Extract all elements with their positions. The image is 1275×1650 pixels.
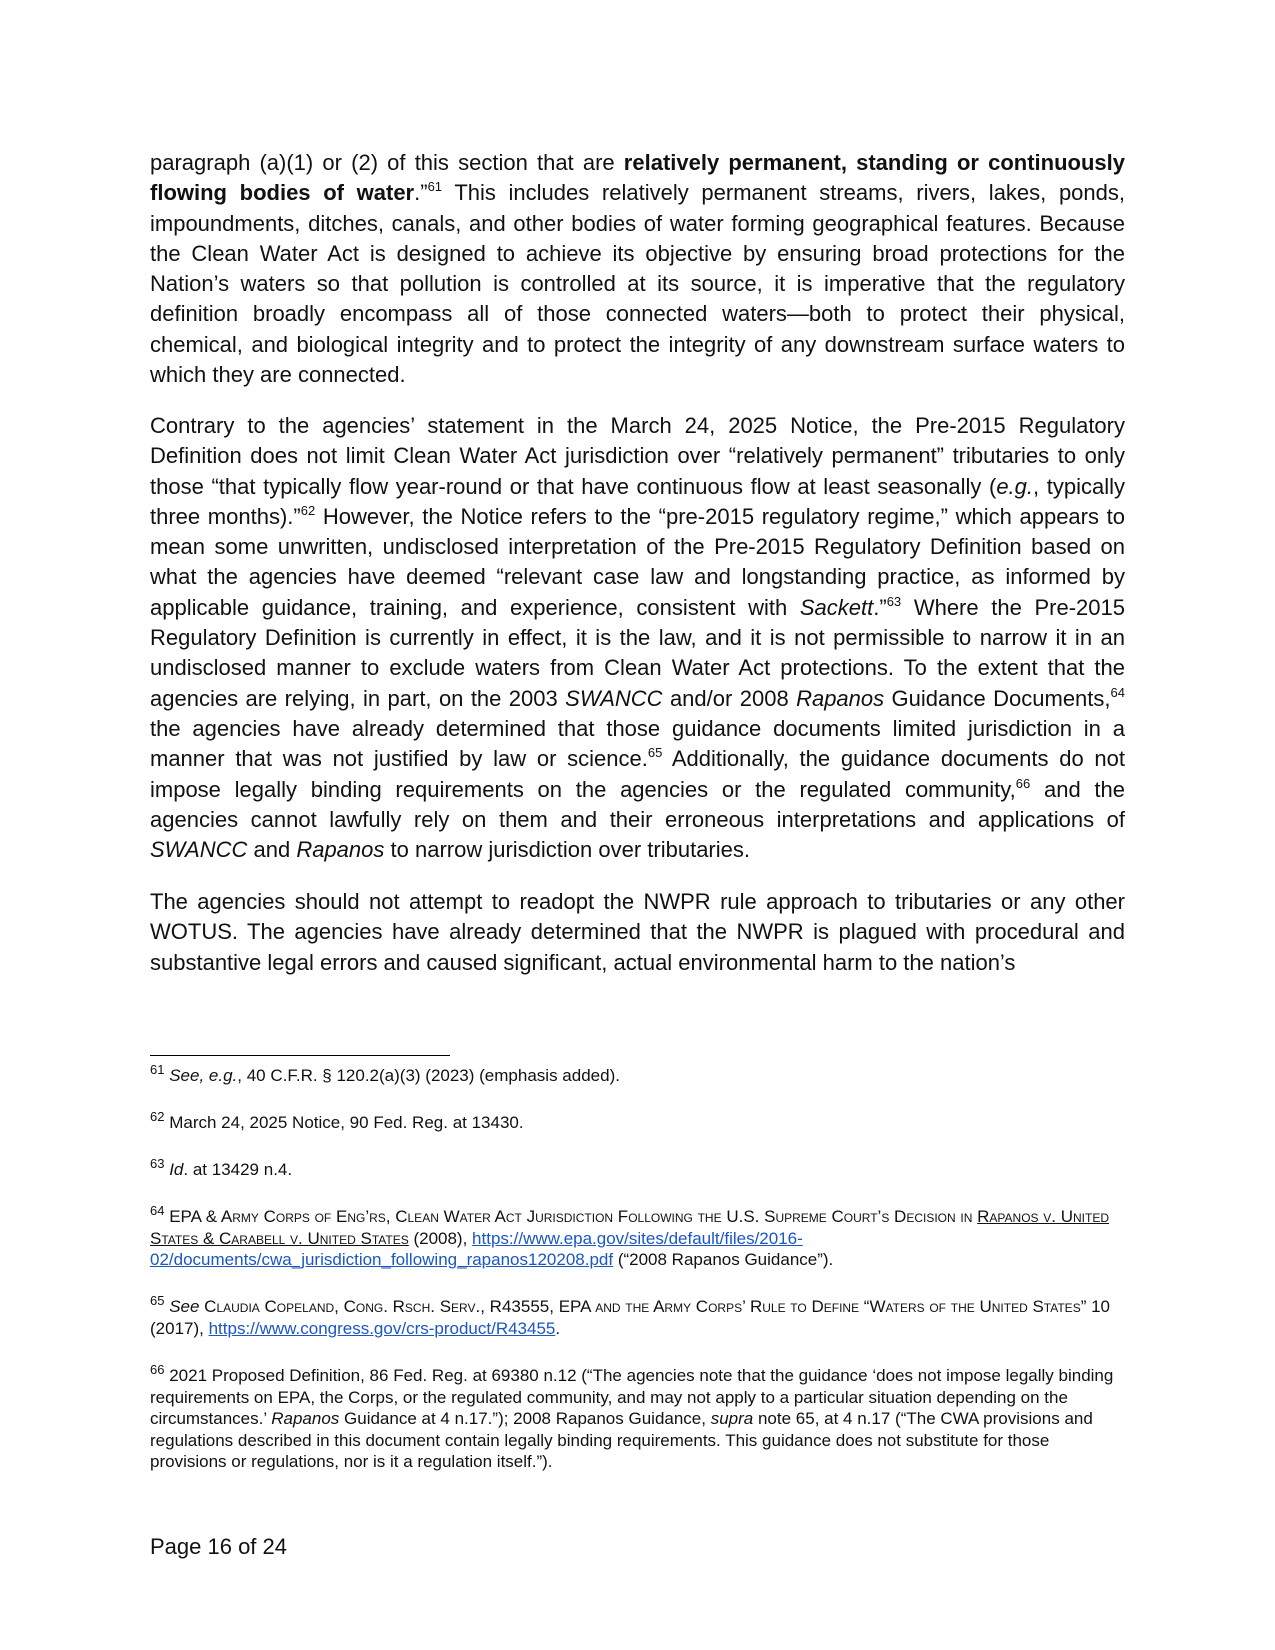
signal-text: See, e.g. <box>169 1066 238 1085</box>
footnote-number: 65 <box>150 1293 165 1308</box>
footnote-text: . at 13429 n.4. <box>183 1160 293 1179</box>
text-run: paragraph (a)(1) or (2) of this section that are <box>150 150 624 175</box>
citation-title: Clean Water Act Jurisdiction Following the U.S. Supreme Court’s Decision in <box>395 1207 978 1226</box>
footnote-65 <box>150 1293 1130 1339</box>
footnote-ref-64[interactable]: 64 <box>1110 684 1125 700</box>
crs-report-link[interactable]: https://www.congress.gov/crs-product/R43455 <box>208 1318 556 1338</box>
signal-text: See <box>169 1297 200 1316</box>
citation-case-name: Rapanos v. United States & Carabell v. United States <box>150 1207 1109 1248</box>
case-name: Rapanos <box>796 685 885 711</box>
footnote-66 <box>150 1362 1130 1473</box>
text-run: Where the Pre-2015 Regulatory Definition is currently in effect, it is the law, and it is not permissible to narrow it in an undisclosed manner to exclude waters from Clean Water Act protections. To the extent that the agencies are relying, in part, on the 2003 <box>150 594 1125 711</box>
footnote-ref-63[interactable]: 63 <box>886 593 902 609</box>
text-run: to narrow jurisdiction over tributaries. <box>384 837 750 863</box>
text-run: .” <box>873 594 887 620</box>
case-name: Rapanos <box>296 837 385 863</box>
footnote-text: , <box>385 1207 396 1226</box>
footnote-text: (2008), <box>408 1228 473 1248</box>
footnote-64 <box>150 1203 1130 1271</box>
footnote-number: 63 <box>150 1156 165 1171</box>
text-run: Contrary to the agencies’ statement in the March 24, 2025 Notice, the Pre-2015 Regulatory Definition does not limit Clean Water Act jurisdiction over “relatively permanent” tributaries to only those “that typically flow year-round or that have continuous flow at least seasonally ( <box>150 413 1125 499</box>
epa-guidance-link[interactable]: https://www.epa.gov/sites/default/files/2016-02/documents/cwa_jurisdiction_following_rapanos120208.pdf <box>150 1228 803 1269</box>
footnote-61 <box>150 1062 1130 1087</box>
footnote-62 <box>150 1109 1130 1134</box>
footnote-number: 62 <box>150 1109 165 1124</box>
footnote-ref-65[interactable]: 65 <box>647 745 663 761</box>
citation-author: EPA & Army Corps of Eng’rs <box>169 1207 386 1226</box>
footnote-text: (“2008 Rapanos Guidance”). <box>613 1250 834 1269</box>
citation-title: EPA and the Army Corps’ Rule to Define “Waters of the United States” <box>558 1297 1087 1316</box>
case-name: Sackett <box>799 594 874 620</box>
signal-text: supra <box>710 1409 754 1428</box>
footnote-text: note 65, at 4 n.17 (“The CWA provisions and regulations described in this document contain legally binding requirements. This guidance does not substitute for those provisions or regulations, nor is it a regulation itself.”). <box>150 1409 1093 1471</box>
case-name: SWANCC <box>150 837 248 863</box>
text-run: and the agencies cannot lawfully rely on them and their erroneous interpretations and applications of <box>150 776 1126 832</box>
text-run: , typically three months).” <box>150 473 1125 529</box>
footnote-text: March 24, 2025 Notice, 90 Fed. Reg. at 13430. <box>169 1113 524 1132</box>
footnote-text: . <box>555 1318 561 1338</box>
footnote-ref-62[interactable]: 62 <box>300 502 316 518</box>
footnote-text: , R43555, <box>480 1297 559 1316</box>
citation-author: Claudia Copeland, Cong. Rsch. Serv. <box>199 1297 481 1316</box>
footnote-ref-61[interactable]: 61 <box>427 179 443 195</box>
body-paragraph-2 <box>150 411 1125 865</box>
italic-text: e.g. <box>996 473 1034 499</box>
case-name: SWANCC <box>565 685 663 711</box>
text-run: and <box>247 837 297 863</box>
footnote-63 <box>150 1156 1130 1181</box>
text-run: and/or 2008 <box>662 685 797 711</box>
footnote-number: 61 <box>150 1062 165 1077</box>
text-run: Guidance Documents, <box>884 685 1111 711</box>
text-run: .” <box>414 180 428 206</box>
footnote-number: 64 <box>150 1203 165 1218</box>
footnote-text: 2021 Proposed Definition, 86 Fed. Reg. at 69380 n.12 (“The agencies note that the guidance ‘does not impose legally binding requirements on EPA, the Corps, or the regulated community, and may not apply to a particular situation depending on the circumstances.’ <box>150 1366 1114 1428</box>
body-paragraph-1 <box>150 148 1125 390</box>
footnote-separator <box>150 1055 450 1056</box>
text-run: However, the Notice refers to the “pre-2015 regulatory regime,” which appears to mean some unwritten, undisclosed interpretation of the Pre-2015 Regulatory Definition based on what the agencies have deemed “relevant case law and longstanding practice, as informed by applicable guidance, training, and experience, consistent with <box>150 503 1125 620</box>
footnote-ref-66[interactable]: 66 <box>1015 775 1031 791</box>
text-run: the agencies have already determined that those guidance documents limited jurisdiction in a manner that was not justified by law or science. <box>150 715 1125 772</box>
text-run: This includes relatively permanent streams, rivers, lakes, ponds, impoundments, ditches, canals, and other bodies of water forming geographical features. Because the Clean Water Act is designed to achieve its objective by ensuring broad protections for the Nation’s waters so that pollution is controlled at its source, it is imperative that the regulatory definition broadly encompass all of those connected waters—both to protect their physical, chemical, and biological integrity and to protect the integrity of any downstream surface waters to which they are connected. <box>150 180 1126 388</box>
text-run: Additionally, the guidance documents do not impose legally binding requirements on the agencies or the regulated community, <box>150 746 1125 802</box>
footnote-text: Guidance at 4 n.17.”); 2008 Rapanos Guidance, <box>339 1409 711 1428</box>
footnote-text: , 40 C.F.R. § 120.2(a)(3) (2023) (emphasis added). <box>237 1066 620 1085</box>
page-number: Page 16 of 24 <box>150 1534 288 1559</box>
footnote-number: 66 <box>150 1362 165 1377</box>
bold-text: relatively permanent, standing or continuously flowing bodies of water <box>150 150 1125 206</box>
footnote-text: 10 (2017), <box>150 1297 1110 1338</box>
case-name: Rapanos <box>271 1409 340 1428</box>
body-paragraph-3: The agencies should not attempt to readopt the NWPR rule approach to tributaries or any other WOTUS. The agencies have already determined that the NWPR is plagued with procedural and substantive legal errors and caused significant, actual environmental harm to the nation’s <box>150 889 1125 975</box>
signal-text: Id <box>169 1160 184 1179</box>
